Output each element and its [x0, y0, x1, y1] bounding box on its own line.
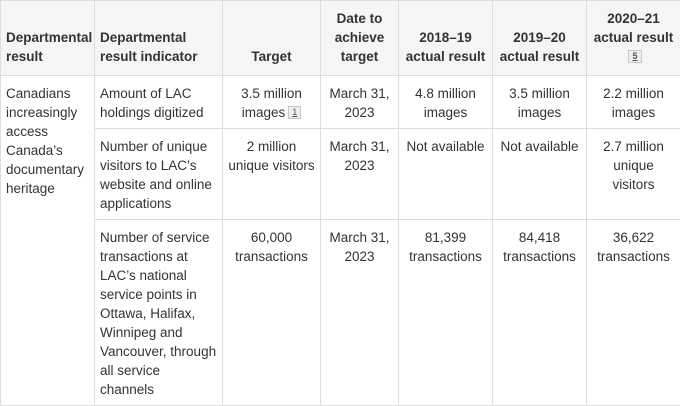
header-2018-19-result: 2018–19 actual result: [399, 1, 493, 76]
result-2020-21-cell: 2.7 million unique visitors: [587, 129, 680, 220]
indicator-cell: Number of service transactions at LAC’s national service points in Ottawa, Halifax, Winnipeg and Vancouver, through all service channels: [95, 220, 223, 406]
table-row: [1, 76, 680, 129]
header-result-indicator: Departmental result indicator: [95, 1, 223, 76]
result-2018-19-cell: Not available: [399, 129, 493, 220]
date-cell: March 31, 2023: [321, 76, 399, 129]
departmental-result-cell: Canadians increasingly access Canada’s documentary heritage: [1, 76, 95, 406]
header-2019-20-result: 2019–20 actual result: [493, 1, 587, 76]
result-2020-21-cell: 2.2 million images: [587, 76, 680, 129]
result-2018-19-cell: 81,399 transactions: [399, 220, 493, 406]
header-2020-21-label: 2020–21 actual result: [593, 11, 674, 45]
target-cell: 60,000 transactions: [223, 220, 321, 406]
result-2019-20-cell: 84,418 transactions: [493, 220, 587, 406]
header-row: [1, 1, 680, 76]
result-2020-21-cell: 36,622 transactions: [587, 220, 680, 406]
table-row: [1, 220, 680, 406]
footnote-link-1[interactable]: 1: [288, 106, 301, 119]
result-2019-20-cell: 3.5 million images: [493, 76, 587, 129]
result-2019-20-cell: Not available: [493, 129, 587, 220]
footnote-link-5[interactable]: 5: [628, 50, 641, 63]
date-cell: March 31, 2023: [321, 220, 399, 406]
header-target: Target: [223, 1, 321, 76]
target-cell: [223, 76, 321, 129]
target-value: 3.5 million images: [241, 86, 302, 120]
date-cell: March 31, 2023: [321, 129, 399, 220]
header-2020-21-result: [587, 1, 680, 76]
header-date-to-achieve: Date to achieve target: [321, 1, 399, 76]
result-2018-19-cell: 4.8 million images: [399, 76, 493, 129]
indicator-cell: Number of unique visitors to LAC’s website and online applications: [95, 129, 223, 220]
indicator-cell: Amount of LAC holdings digitized: [95, 76, 223, 129]
table-row: [1, 129, 680, 220]
header-departmental-result: Departmental result: [1, 1, 95, 76]
target-cell: 2 million unique visitors: [223, 129, 321, 220]
